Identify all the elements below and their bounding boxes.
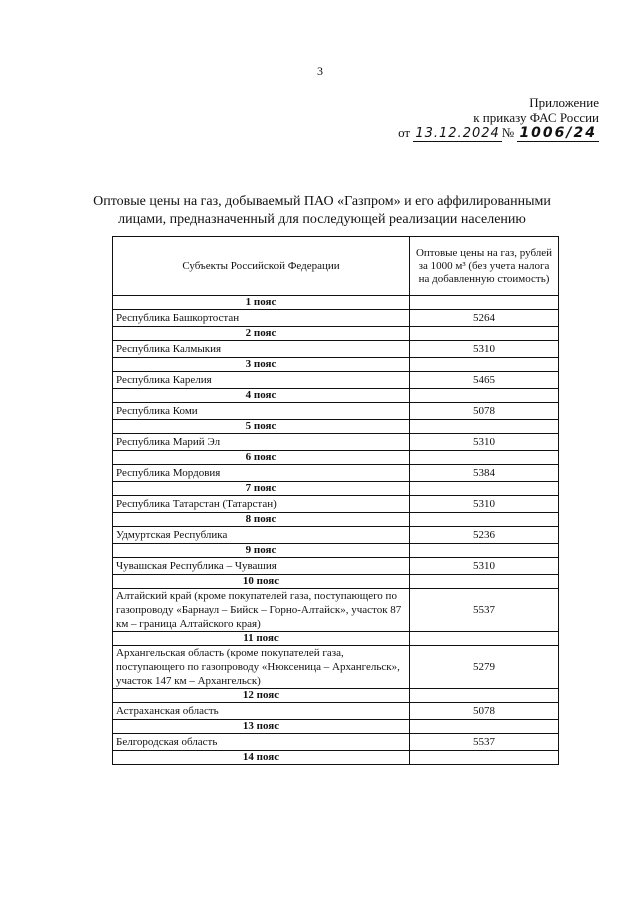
- table-row: [113, 372, 559, 389]
- region-price: 5537: [410, 589, 559, 632]
- belt-row: [113, 389, 559, 403]
- table-row: [113, 341, 559, 358]
- belt-price-cell: [410, 720, 559, 734]
- belt-label: 5 пояс: [113, 420, 410, 434]
- belt-price-cell: [410, 358, 559, 372]
- appendix-title: Приложение: [529, 95, 599, 110]
- region-name: Белгородская область: [113, 734, 410, 751]
- region-price: 5078: [410, 703, 559, 720]
- table-row: [113, 310, 559, 327]
- table-row: [113, 496, 559, 513]
- table-row: [113, 465, 559, 482]
- appendix-block: [398, 95, 599, 141]
- belt-price-cell: [410, 544, 559, 558]
- document-title: Оптовые цены на газ, добываемый ПАО «Газпром» и его аффилированными лицами, предназначенный для последующей реализации населению: [93, 194, 551, 227]
- region-price: 5465: [410, 372, 559, 389]
- appendix-order-ref: к приказу ФАС России: [473, 110, 599, 125]
- belt-price-cell: [410, 482, 559, 496]
- belt-price-cell: [410, 327, 559, 341]
- belt-row: [113, 689, 559, 703]
- belt-label: 3 пояс: [113, 358, 410, 372]
- belt-row: [113, 513, 559, 527]
- belt-label: 9 пояс: [113, 544, 410, 558]
- belt-price-cell: [410, 751, 559, 765]
- region-price: 5078: [410, 403, 559, 420]
- belt-row: [113, 296, 559, 310]
- region-name: Алтайский край (кроме покупателей газа, поступающего по газопроводу «Барнаул – Бийск – Горно-Алтайск», участок 87 км – граница Алтайского края): [113, 589, 410, 632]
- belt-price-cell: [410, 389, 559, 403]
- belt-label: 14 пояс: [113, 751, 410, 765]
- price-table: [112, 236, 559, 765]
- belt-label: 11 пояс: [113, 632, 410, 646]
- belt-row: [113, 575, 559, 589]
- header-price: Оптовые цены на газ, рублей за 1000 м³ (без учета налога на добавленную стоимость): [410, 237, 559, 296]
- belt-price-cell: [410, 513, 559, 527]
- region-price: 5384: [410, 465, 559, 482]
- belt-row: [113, 720, 559, 734]
- belt-label: 6 пояс: [113, 451, 410, 465]
- belt-row: [113, 632, 559, 646]
- table-body: [113, 296, 559, 765]
- region-price: 5310: [410, 434, 559, 451]
- order-from-prefix: от: [398, 125, 411, 140]
- order-number-prefix: №: [501, 125, 515, 140]
- region-name: Республика Коми: [113, 403, 410, 420]
- belt-label: 8 пояс: [113, 513, 410, 527]
- belt-label: 4 пояс: [113, 389, 410, 403]
- table-row: [113, 646, 559, 689]
- region-name: Республика Карелия: [113, 372, 410, 389]
- table-header-row: [113, 237, 559, 296]
- region-name: Республика Татарстан (Татарстан): [113, 496, 410, 513]
- belt-price-cell: [410, 451, 559, 465]
- region-price: 5279: [410, 646, 559, 689]
- belt-label: 1 пояс: [113, 296, 410, 310]
- belt-price-cell: [410, 689, 559, 703]
- belt-row: [113, 544, 559, 558]
- region-name: Удмуртская Республика: [113, 527, 410, 544]
- belt-price-cell: [410, 632, 559, 646]
- region-price: 5236: [410, 527, 559, 544]
- region-price: 5310: [410, 496, 559, 513]
- region-name: Республика Калмыкия: [113, 341, 410, 358]
- belt-row: [113, 327, 559, 341]
- table-row: [113, 403, 559, 420]
- belt-row: [113, 358, 559, 372]
- table-row: [113, 734, 559, 751]
- region-name: Республика Башкортостан: [113, 310, 410, 327]
- belt-label: 12 пояс: [113, 689, 410, 703]
- region-price: 5264: [410, 310, 559, 327]
- belt-label: 10 пояс: [113, 575, 410, 589]
- page-number: 3: [317, 64, 323, 78]
- region-price: 5310: [410, 558, 559, 575]
- belt-row: [113, 482, 559, 496]
- belt-row: [113, 751, 559, 765]
- belt-label: 2 пояс: [113, 327, 410, 341]
- belt-price-cell: [410, 296, 559, 310]
- region-name: Архангельская область (кроме покупателей газа, поступающего по газопроводу «Нюксеница – Архангельск», участок 147 км – Архангельск): [113, 646, 410, 689]
- table-row: [113, 527, 559, 544]
- table-row: [113, 589, 559, 632]
- belt-label: 7 пояс: [113, 482, 410, 496]
- table-row: [113, 703, 559, 720]
- belt-row: [113, 451, 559, 465]
- table-row: [113, 434, 559, 451]
- region-name: Республика Мордовия: [113, 465, 410, 482]
- region-name: Чувашская Республика – Чувашия: [113, 558, 410, 575]
- order-number: 1006/24: [519, 125, 597, 141]
- region-price: 5310: [410, 341, 559, 358]
- region-name: Астраханская область: [113, 703, 410, 720]
- belt-label: 13 пояс: [113, 720, 410, 734]
- header-subject: Субъекты Российской Федерации: [113, 237, 410, 296]
- belt-price-cell: [410, 420, 559, 434]
- belt-row: [113, 420, 559, 434]
- belt-price-cell: [410, 575, 559, 589]
- appendix-order-line: [398, 125, 599, 141]
- order-date: 13.12.2024: [415, 126, 500, 141]
- region-price: 5537: [410, 734, 559, 751]
- region-name: Республика Марий Эл: [113, 434, 410, 451]
- table-row: [113, 558, 559, 575]
